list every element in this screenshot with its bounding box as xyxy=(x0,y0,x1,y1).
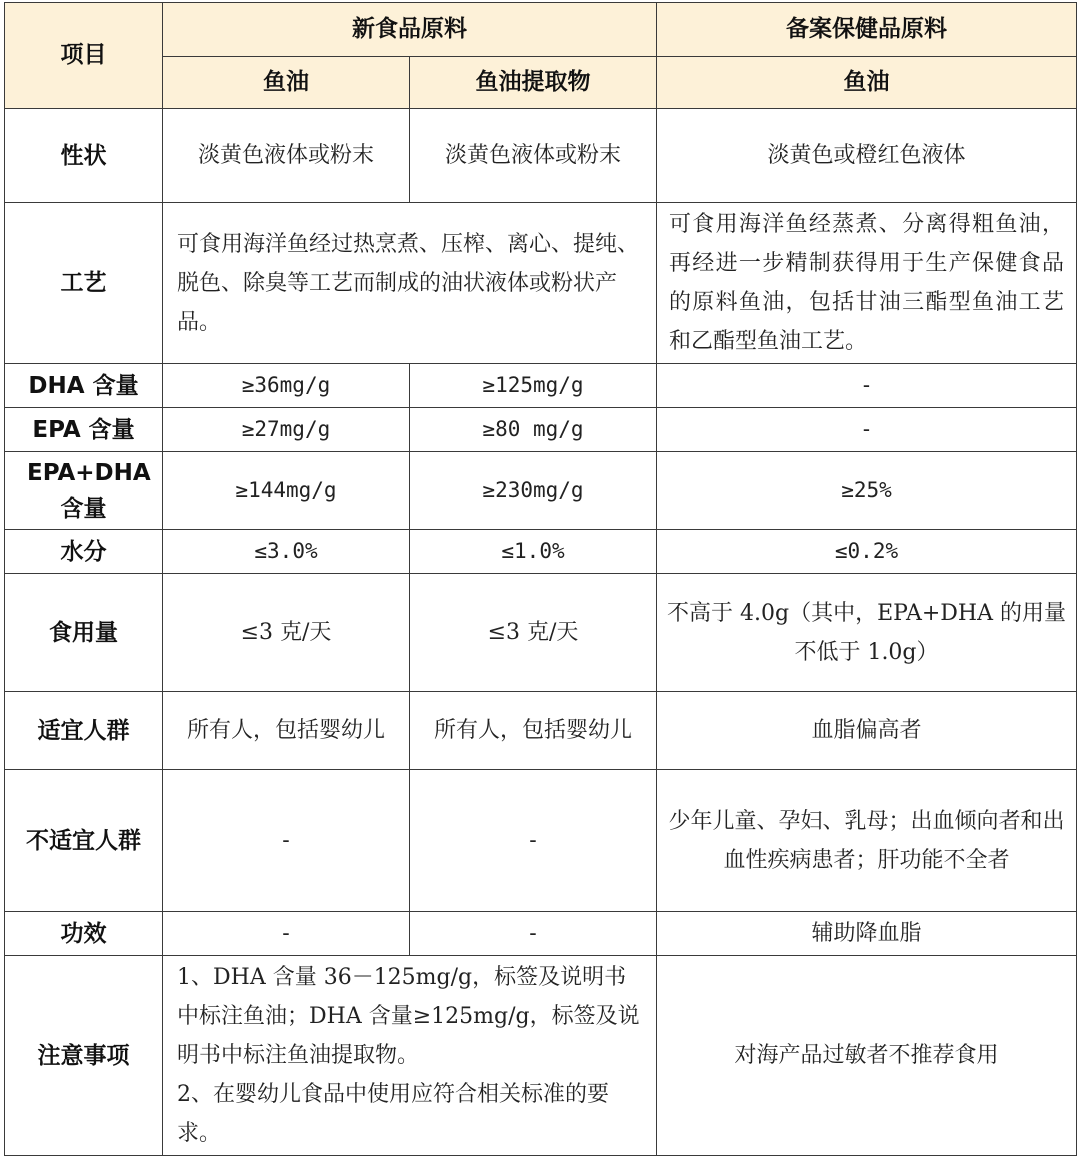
cell-appearance-health: 淡黄色或橙红色液体 xyxy=(657,109,1077,203)
row-label-suitable: 适宜人群 xyxy=(5,692,163,770)
cell-unsuitable-health: 少年儿童、孕妇、乳母；出血倾向者和出血性疾病患者；肝功能不全者 xyxy=(657,770,1077,912)
cell-function-health: 辅助降血脂 xyxy=(657,912,1077,956)
cell-dosage-health: 不高于 4.0g（其中，EPA+DHA 的用量不低于 1.0g） xyxy=(657,574,1077,692)
row-notes xyxy=(5,956,1077,1156)
cell-process-new-food: 可食用海洋鱼经过热烹煮、压榨、离心、提纯、脱色、除臭等工艺而制成的油状液体或粉状产品。 xyxy=(163,203,657,364)
cell-suitable-health: 血脂偏高者 xyxy=(657,692,1077,770)
row-unsuitable xyxy=(5,770,1077,912)
cell-notes-health: 对海产品过敏者不推荐食用 xyxy=(657,956,1077,1156)
row-function xyxy=(5,912,1077,956)
cell-epa-dha-extract: ≥230mg/g xyxy=(410,452,657,530)
row-epa-dha xyxy=(5,452,1077,530)
cell-appearance-fish-oil: 淡黄色液体或粉末 xyxy=(163,109,410,203)
cell-epa-extract: ≥80 mg/g xyxy=(410,408,657,452)
cell-moisture-health: ≤0.2% xyxy=(657,530,1077,574)
cell-epa-fish-oil: ≥27mg/g xyxy=(163,408,410,452)
note-item-1: 1、DHA 含量 36－125mg/g，标签及说明书中标注鱼油；DHA 含量≥125mg/g，标签及说明书中标注鱼油提取物。 xyxy=(177,965,640,1068)
header-health-group: 备案保健品原料 xyxy=(657,3,1077,57)
row-label-epa-dha: EPA+DHA 含量 xyxy=(5,452,163,530)
cell-epa-dha-fish-oil: ≥144mg/g xyxy=(163,452,410,530)
header-fish-oil: 鱼油 xyxy=(163,57,410,109)
cell-process-health: 可食用海洋鱼经蒸煮、分离得粗鱼油，再经进一步精制获得用于生产保健食品的原料鱼油，包括甘油三酯型鱼油工艺和乙酯型鱼油工艺。 xyxy=(657,203,1077,364)
cell-epa-dha-health: ≥25% xyxy=(657,452,1077,530)
row-label-epa: EPA 含量 xyxy=(5,408,163,452)
cell-dosage-fish-oil: ≤3 克/天 xyxy=(163,574,410,692)
cell-unsuitable-extract: - xyxy=(410,770,657,912)
cell-epa-health: - xyxy=(657,408,1077,452)
header-row-groups xyxy=(5,3,1077,57)
cell-function-extract: - xyxy=(410,912,657,956)
note-item-2: 2、在婴幼儿食品中使用应符合相关标准的要求。 xyxy=(177,1082,609,1146)
header-row-products xyxy=(5,57,1077,109)
row-suitable xyxy=(5,692,1077,770)
row-dha xyxy=(5,364,1077,408)
row-label-moisture: 水分 xyxy=(5,530,163,574)
cell-dosage-extract: ≤3 克/天 xyxy=(410,574,657,692)
row-label-appearance: 性状 xyxy=(5,109,163,203)
header-new-food-group: 新食品原料 xyxy=(163,3,657,57)
row-appearance xyxy=(5,109,1077,203)
row-label-dosage: 食用量 xyxy=(5,574,163,692)
row-dosage xyxy=(5,574,1077,692)
cell-suitable-fish-oil: 所有人，包括婴幼儿 xyxy=(163,692,410,770)
row-epa xyxy=(5,408,1077,452)
cell-unsuitable-fish-oil: - xyxy=(163,770,410,912)
row-label-notes: 注意事项 xyxy=(5,956,163,1156)
row-label-function: 功效 xyxy=(5,912,163,956)
row-moisture xyxy=(5,530,1077,574)
cell-notes-new-food xyxy=(163,956,657,1156)
cell-appearance-extract: 淡黄色液体或粉末 xyxy=(410,109,657,203)
header-fish-oil-extract: 鱼油提取物 xyxy=(410,57,657,109)
cell-moisture-fish-oil: ≤3.0% xyxy=(163,530,410,574)
cell-moisture-extract: ≤1.0% xyxy=(410,530,657,574)
row-label-dha: DHA 含量 xyxy=(5,364,163,408)
header-health-fish-oil: 鱼油 xyxy=(657,57,1077,109)
cell-dha-fish-oil: ≥36mg/g xyxy=(163,364,410,408)
comparison-table xyxy=(4,2,1077,1156)
row-label-unsuitable: 不适宜人群 xyxy=(5,770,163,912)
cell-suitable-extract: 所有人，包括婴幼儿 xyxy=(410,692,657,770)
row-process xyxy=(5,203,1077,364)
cell-function-fish-oil: - xyxy=(163,912,410,956)
row-label-process: 工艺 xyxy=(5,203,163,364)
header-item: 项目 xyxy=(5,3,163,109)
cell-dha-health: - xyxy=(657,364,1077,408)
cell-dha-extract: ≥125mg/g xyxy=(410,364,657,408)
